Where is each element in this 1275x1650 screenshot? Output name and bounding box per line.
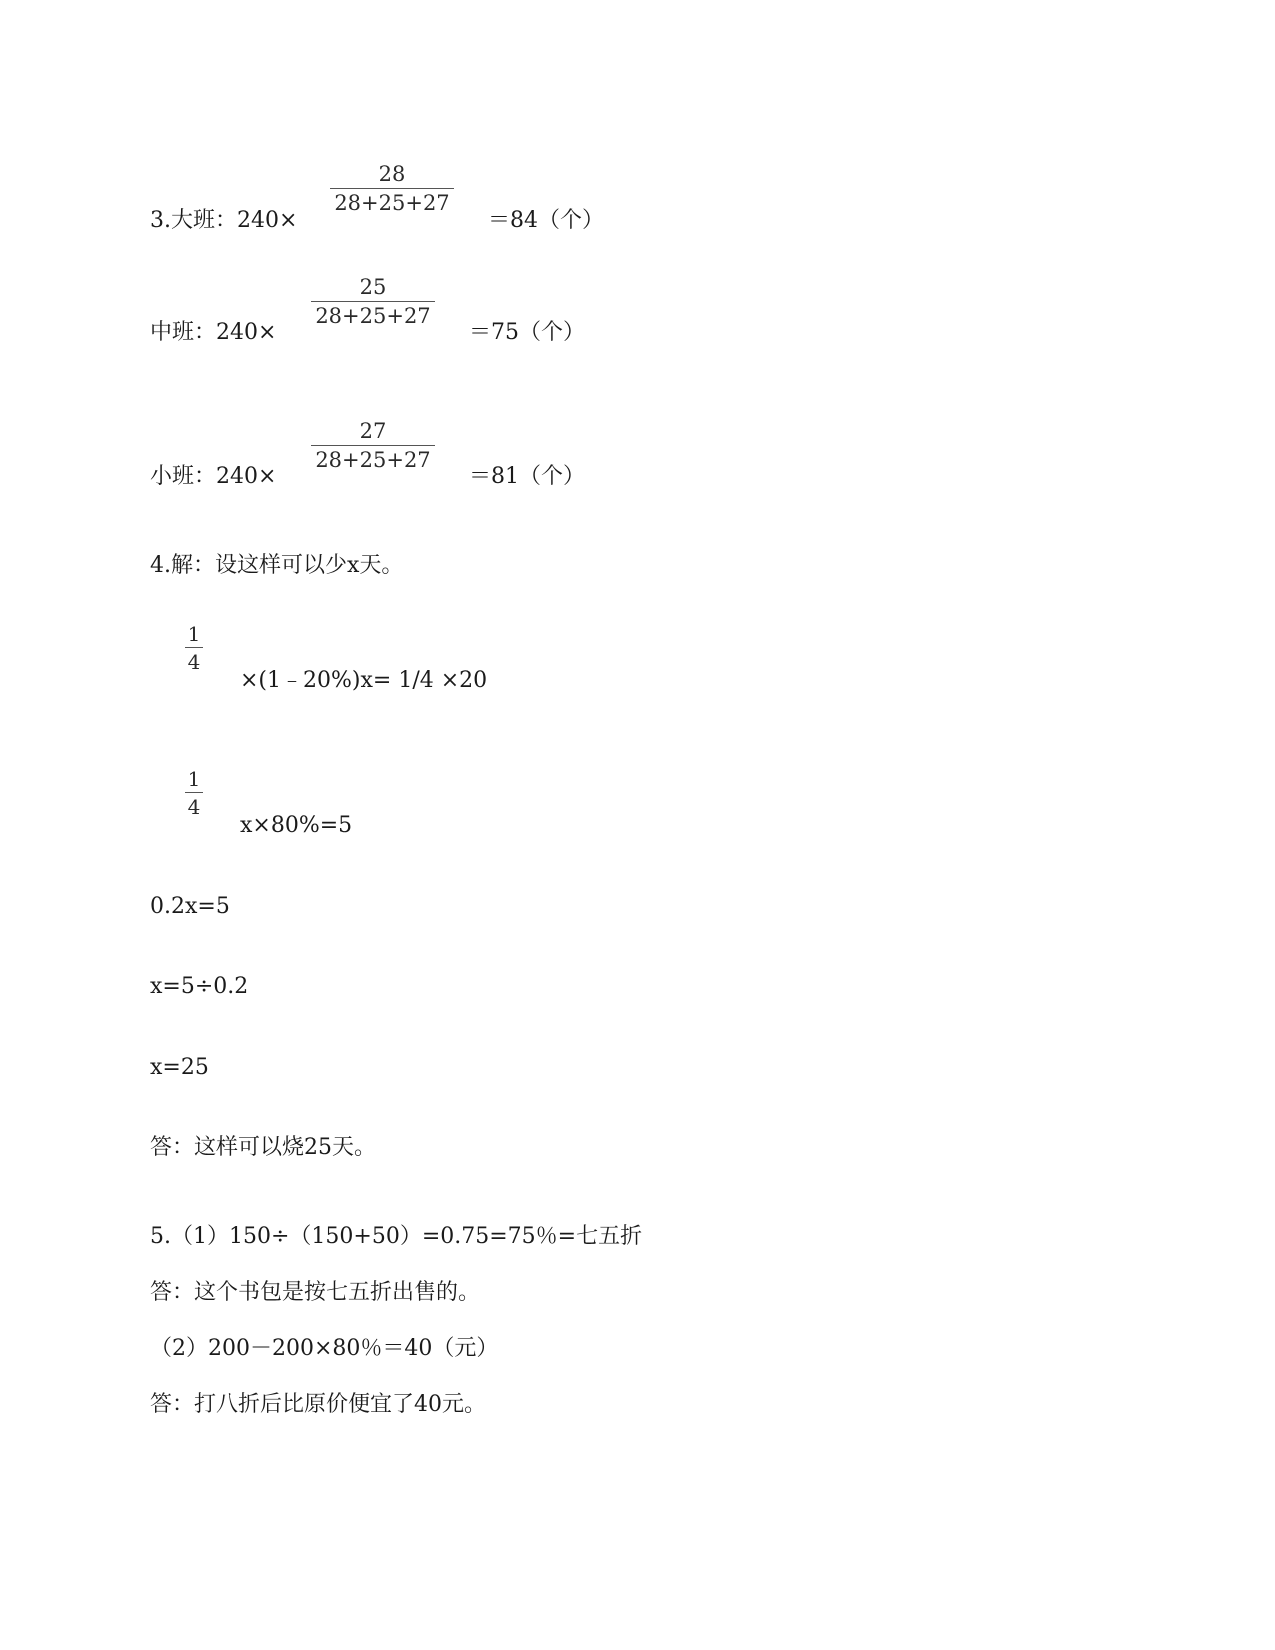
q3-medium-result: ＝75（个） — [469, 320, 585, 345]
fraction-numerator: 25 — [359, 275, 387, 299]
fraction-quarter — [184, 769, 204, 817]
fraction-denominator: 28+25+27 — [315, 448, 431, 472]
fraction-denominator: 4 — [187, 650, 201, 674]
fraction-quarter — [184, 624, 204, 672]
q5-part2: （2）200－200×80％＝40（元） — [150, 1336, 499, 1361]
q3-medium-label: 中班：240× — [150, 320, 277, 345]
q4-step5: x=25 — [150, 1055, 209, 1080]
fraction-large — [330, 164, 454, 214]
fraction-denominator: 28+25+27 — [315, 304, 431, 328]
fraction-denominator: 28+25+27 — [334, 191, 450, 215]
fraction-medium — [311, 277, 435, 327]
fraction-numerator: 1 — [187, 622, 201, 646]
q4-eq1: ×(1﹣20%)x= 1/4 ×20 — [240, 668, 488, 693]
q4-intro: 4.解：设这样可以少x天。 — [150, 553, 404, 578]
fraction-small — [311, 421, 435, 471]
q4-step4: x=5÷0.2 — [150, 974, 249, 999]
fraction-numerator: 27 — [359, 419, 387, 443]
q5-answer2: 答：打八折后比原价便宜了40元。 — [150, 1392, 486, 1417]
q4-answer: 答：这样可以烧25天。 — [150, 1135, 376, 1160]
q4-eq2: x×80%=5 — [240, 813, 353, 838]
fraction-numerator: 1 — [187, 767, 201, 791]
q5-answer1: 答：这个书包是按七五折出售的。 — [150, 1280, 481, 1305]
q4-step3: 0.2x=5 — [150, 894, 230, 919]
fraction-denominator: 4 — [187, 795, 201, 819]
q3-large-result: ＝84（个） — [488, 208, 604, 233]
q3-small-label: 小班：240× — [150, 464, 277, 489]
q5-part1: 5.（1）150÷（150+50）=0.75=75％=七五折 — [150, 1224, 643, 1249]
q3-large-label: 3.大班：240× — [150, 208, 298, 233]
q3-small-result: ＝81（个） — [469, 464, 585, 489]
fraction-numerator: 28 — [378, 162, 406, 186]
